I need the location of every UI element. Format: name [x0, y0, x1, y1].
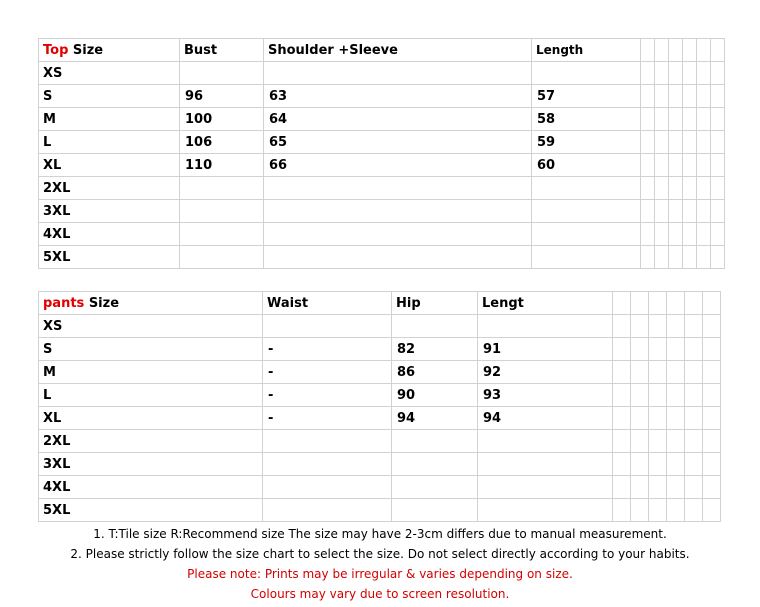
top-cell-bust: 96 — [180, 85, 264, 108]
pants-cell-waist: - — [263, 338, 392, 361]
top-cell-shoulder-sleeve: 63 — [264, 85, 532, 108]
pants-size-label: M — [39, 361, 263, 384]
pants-cell-length — [478, 476, 613, 499]
top-cell-bust — [180, 223, 264, 246]
pants-cell-waist — [263, 476, 392, 499]
top-size-label: 3XL — [39, 200, 180, 223]
pants-title-accent: pants — [43, 295, 85, 311]
pants-header-length: Lengt — [478, 292, 613, 315]
note-measurement: 1. T:Tile size R:Recommend size The size may have 2-3cm differs due to manual measurement. — [93, 527, 667, 541]
top-size-label: 2XL — [39, 177, 180, 200]
pants-cell-hip — [392, 315, 478, 338]
top-cell-bust — [180, 62, 264, 85]
pants-cell-length: 91 — [478, 338, 613, 361]
pants-cell-hip: 94 — [392, 407, 478, 430]
pants-cell-length — [478, 499, 613, 522]
pants-row — [39, 338, 721, 361]
top-cell-bust: 110 — [180, 154, 264, 177]
pants-cell-length: 94 — [478, 407, 613, 430]
pants-row — [39, 315, 721, 338]
top-header-row — [39, 39, 725, 62]
top-cell-bust: 100 — [180, 108, 264, 131]
pants-cell-length: 92 — [478, 361, 613, 384]
top-cell-length: 60 — [532, 154, 641, 177]
top-cell-length — [532, 62, 641, 85]
pants-row — [39, 476, 721, 499]
top-header-bust: Bust — [180, 39, 264, 62]
pants-cell-length: 93 — [478, 384, 613, 407]
top-cell-shoulder-sleeve — [264, 246, 532, 269]
pants-cell-hip — [392, 453, 478, 476]
top-cell-shoulder-sleeve: 64 — [264, 108, 532, 131]
pants-size-label: 2XL — [39, 430, 263, 453]
pants-cell-hip — [392, 430, 478, 453]
top-cell-bust — [180, 177, 264, 200]
pants-cell-waist — [263, 430, 392, 453]
pants-row — [39, 407, 721, 430]
top-cell-length: 58 — [532, 108, 641, 131]
pants-cell-hip: 86 — [392, 361, 478, 384]
top-size-label: XS — [39, 62, 180, 85]
top-size-label: S — [39, 85, 180, 108]
top-size-table — [38, 38, 725, 269]
top-row — [39, 131, 725, 154]
pants-cell-waist: - — [263, 361, 392, 384]
pants-size-label: 4XL — [39, 476, 263, 499]
top-cell-bust — [180, 246, 264, 269]
top-cell-length — [532, 177, 641, 200]
top-size-label: 5XL — [39, 246, 180, 269]
top-row — [39, 177, 725, 200]
note-prints-warning: Please note: Prints may be irregular & varies depending on size. — [187, 567, 573, 581]
pants-size-table — [38, 291, 721, 522]
pants-cell-waist — [263, 499, 392, 522]
top-header-length: Length — [532, 39, 641, 62]
pants-size-label: L — [39, 384, 263, 407]
top-size-label: XL — [39, 154, 180, 177]
top-row — [39, 246, 725, 269]
pants-row — [39, 361, 721, 384]
top-row — [39, 200, 725, 223]
note-colours-warning: Colours may vary due to screen resolution. — [250, 587, 510, 601]
top-cell-length: 57 — [532, 85, 641, 108]
top-row — [39, 108, 725, 131]
pants-size-title — [39, 292, 263, 315]
top-size-label: 4XL — [39, 223, 180, 246]
top-row — [39, 223, 725, 246]
top-size-label: M — [39, 108, 180, 131]
pants-size-label: XL — [39, 407, 263, 430]
pants-cell-waist — [263, 453, 392, 476]
top-row — [39, 85, 725, 108]
top-size-label: L — [39, 131, 180, 154]
top-cell-shoulder-sleeve — [264, 177, 532, 200]
pants-row — [39, 453, 721, 476]
top-header-shoulder-sleeve: Shoulder +Sleeve — [264, 39, 532, 62]
pants-header-row — [39, 292, 721, 315]
top-cell-length — [532, 200, 641, 223]
pants-cell-hip: 90 — [392, 384, 478, 407]
pants-cell-length — [478, 430, 613, 453]
pants-row — [39, 499, 721, 522]
pants-cell-hip — [392, 476, 478, 499]
top-cell-shoulder-sleeve: 66 — [264, 154, 532, 177]
pants-cell-hip — [392, 499, 478, 522]
pants-size-label: 5XL — [39, 499, 263, 522]
pants-size-label: S — [39, 338, 263, 361]
top-cell-bust — [180, 200, 264, 223]
pants-size-label: XS — [39, 315, 263, 338]
top-title-rest: Size — [68, 42, 104, 58]
pants-title-rest: Size — [84, 295, 120, 311]
top-cell-shoulder-sleeve — [264, 223, 532, 246]
size-notes — [0, 524, 760, 604]
pants-cell-length — [478, 315, 613, 338]
pants-size-label: 3XL — [39, 453, 263, 476]
top-cell-length: 59 — [532, 131, 641, 154]
top-size-title — [39, 39, 180, 62]
pants-cell-waist: - — [263, 407, 392, 430]
top-cell-length — [532, 223, 641, 246]
note-follow-chart: 2. Please strictly follow the size chart to select the size. Do not select directly according to your habits. — [70, 547, 690, 561]
top-cell-shoulder-sleeve — [264, 62, 532, 85]
top-title-accent: Top — [43, 42, 69, 58]
pants-header-waist: Waist — [263, 292, 392, 315]
top-cell-bust: 106 — [180, 131, 264, 154]
top-cell-shoulder-sleeve — [264, 200, 532, 223]
top-row — [39, 154, 725, 177]
pants-cell-length — [478, 453, 613, 476]
top-cell-length — [532, 246, 641, 269]
pants-row — [39, 430, 721, 453]
top-row — [39, 62, 725, 85]
pants-cell-hip: 82 — [392, 338, 478, 361]
pants-row — [39, 384, 721, 407]
pants-cell-waist — [263, 315, 392, 338]
pants-header-hip: Hip — [392, 292, 478, 315]
pants-cell-waist: - — [263, 384, 392, 407]
top-cell-shoulder-sleeve: 65 — [264, 131, 532, 154]
